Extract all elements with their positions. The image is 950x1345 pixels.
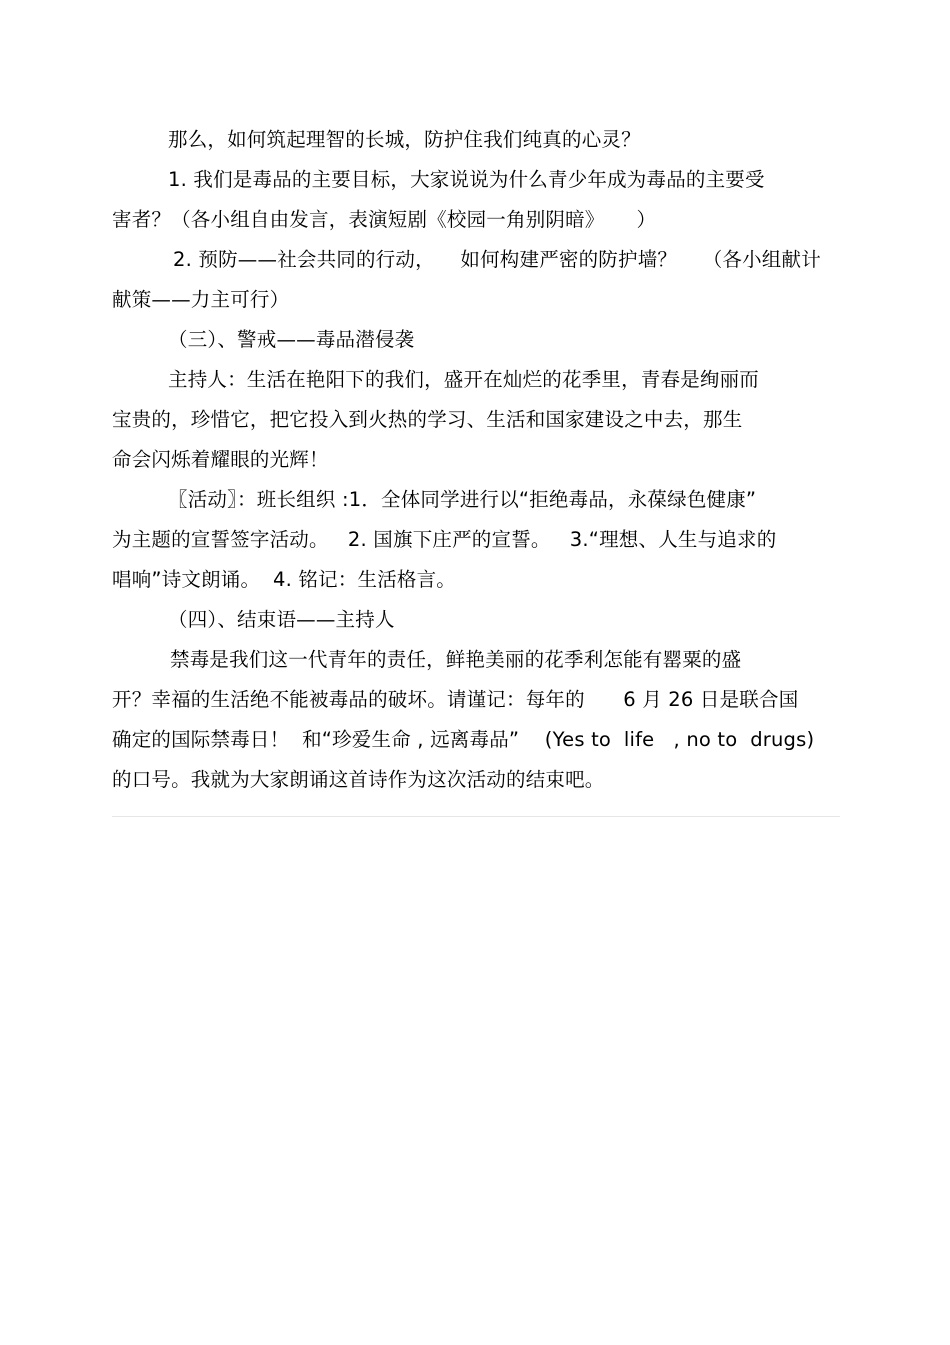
paragraph-line-17: 的口号。我就为大家朗诵这首诗作为这次活动的结束吧。 (112, 768, 605, 791)
paragraph-line-4: 2. 预防——社会共同的行动， 如何构建严密的防护墙？ （各小组献计 (173, 248, 821, 271)
paragraph-line-10: 〖活动〗：班长组织 :1．全体同学进行以“拒绝毒品，永葆绿色健康” (168, 488, 757, 511)
footer-divider (112, 816, 840, 817)
paragraph-line-7: 主持人：生活在艳阳下的我们，盛开在灿烂的花季里，青春是绚丽而 (168, 368, 760, 391)
paragraph-line-8: 宝贵的，珍惜它，把它投入到火热的学习、生活和国家建设之中去，那生 (112, 408, 743, 431)
paragraph-line-16: 确定的国际禁毒日！ 和“珍爱生命 , 远离毒品” (Yes to life , no to drugs) (112, 728, 815, 751)
section-heading-4: （四）、结束语——主持人 (168, 608, 395, 631)
paragraph-line-14: 禁毒是我们这一代青年的责任，鲜艳美丽的花季利怎能有罂粟的盛 (170, 648, 742, 671)
paragraph-line-5: 献策——力主可行） (112, 288, 290, 311)
paragraph-line-9: 命会闪烁着耀眼的光辉！ (112, 448, 329, 471)
paragraph-line-15: 开？幸福的生活绝不能被毒品的破坏。请谨记：每年的 6 月 26 日是联合国 (112, 688, 799, 711)
paragraph-line-11: 为主题的宣誓签字活动。 2. 国旗下庄严的宣誓。 3.“理想、人生与追求的 (112, 528, 777, 551)
section-heading-3: （三）、警戒——毒品潜侵袭 (168, 328, 415, 351)
paragraph-line-3: 害者？（各小组自由发言，表演短剧《校园一角别阴暗》 ） (112, 208, 657, 231)
paragraph-line-12: 唱响”诗文朗诵。 4. 铭记：生活格言。 (112, 568, 457, 591)
paragraph-line-1: 那么，如何筑起理智的长城，防护住我们纯真的心灵？ (168, 128, 641, 151)
paragraph-line-2: 1. 我们是毒品的主要目标，大家说说为什么青少年成为毒品的主要受 (168, 168, 765, 191)
